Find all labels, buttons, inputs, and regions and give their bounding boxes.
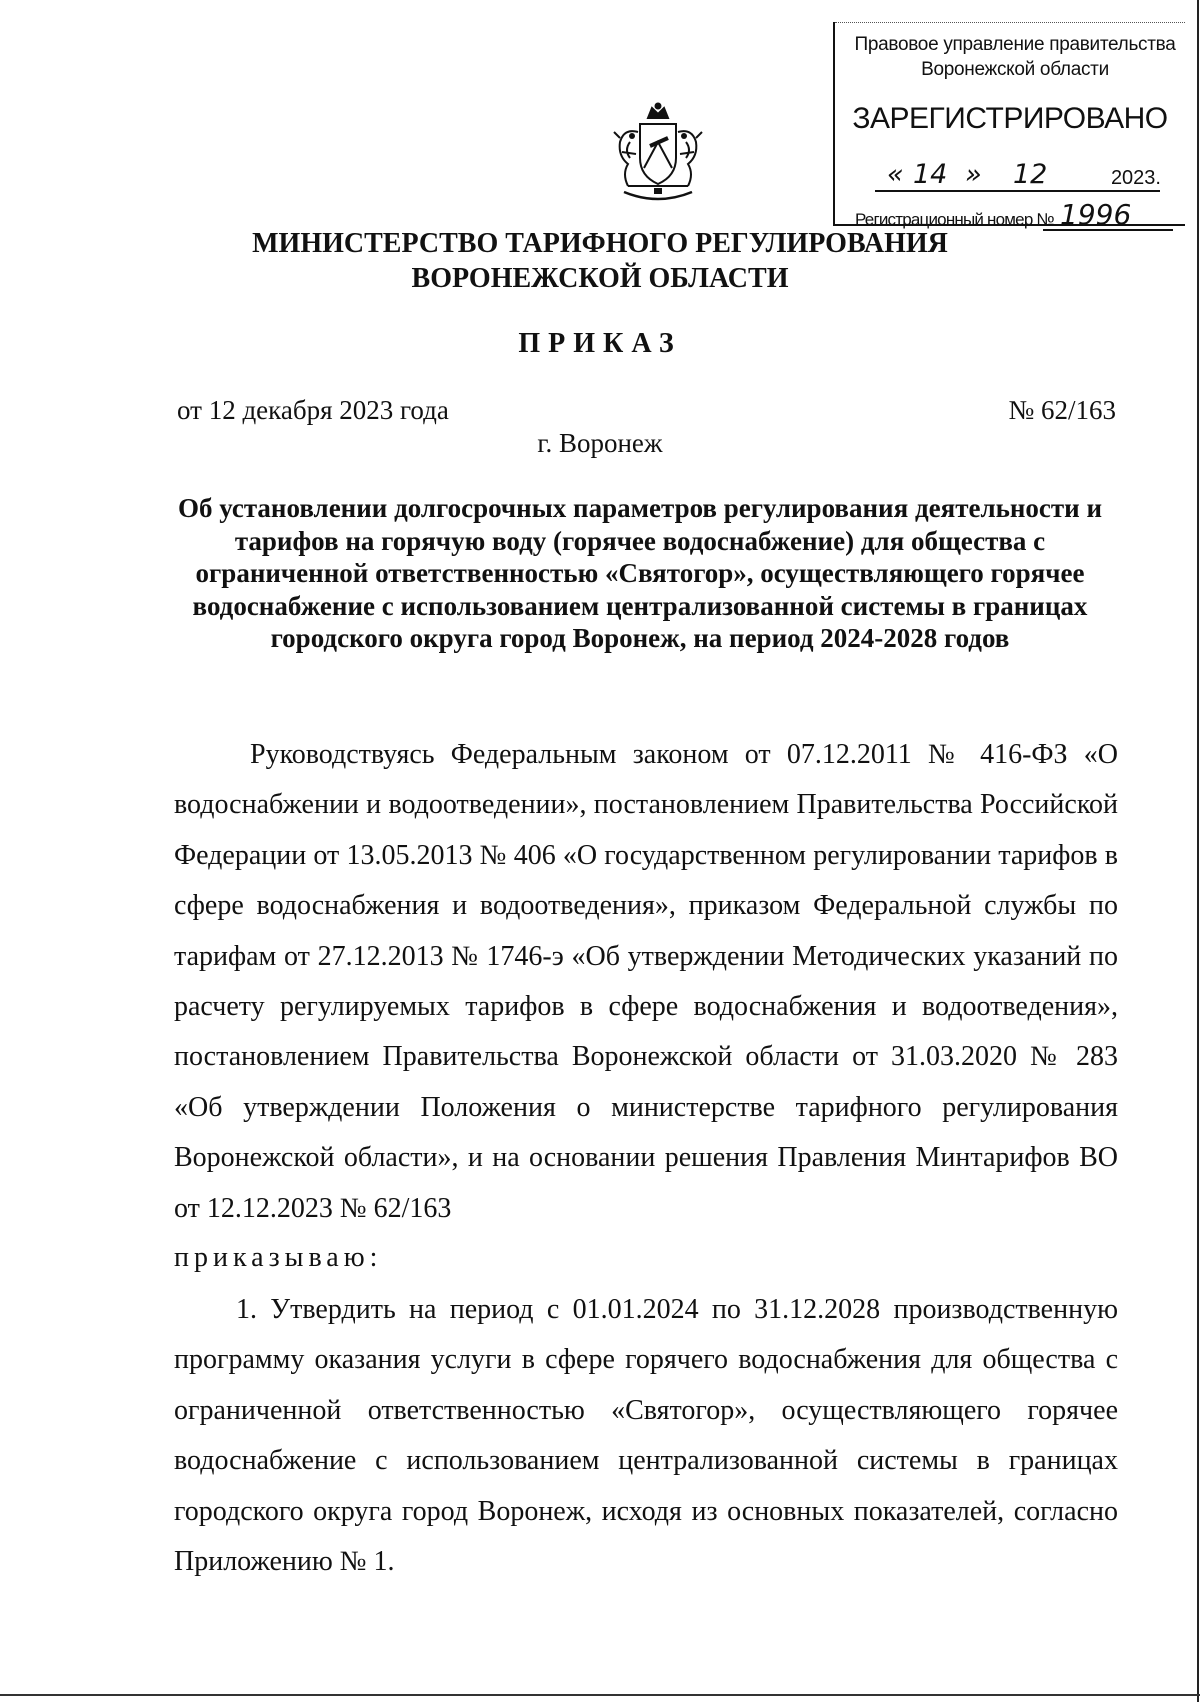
- stamp-regnum-label: Регистрационный номер №: [855, 210, 1054, 229]
- scan-edge-bottom: [0, 1694, 1200, 1696]
- stamp-org-line1: Правовое управление правительства: [854, 34, 1176, 55]
- order-subject: Об установлении долгосрочных параметров регулирования деятельности и тарифов на горячую воду (горячее водоснабжение) для общества с ограниченной ответственностью «Святогор», осуществляющего горячее водоснабжение с использованием централизованной системы в границах городского округа город Воронеж, на период 2024-2028 годов: [177, 493, 1103, 653]
- order-number: № 62/163: [1008, 395, 1116, 425]
- coat-of-arms-icon: [610, 102, 706, 206]
- stamp-date-year: 2023.: [1110, 167, 1161, 189]
- order-item-1: 1. Утвердить на период с 01.01.2024 по 31.12.2028 производственную программу оказания услуги в сфере горячего водоснабжения для общества с ограниченной ответственностью «Святогор», осуществляющего горячее водоснабжение с использованием централизованной системы в границах городского округа город Воронеж, исходя из основных показателей, согласно Приложению № 1.: [174, 1294, 1118, 1578]
- stamp-registered-label: ЗАРЕГИСТРИРОВАНО: [852, 102, 1168, 135]
- document-type-title: ПРИКАЗ: [518, 328, 682, 359]
- stamp-date-underline: [875, 190, 1160, 192]
- order-city: г. Воронеж: [537, 428, 663, 458]
- preamble-paragraph: Руководствуясь Федеральным законом от 07.12.2011 № 416-ФЗ «О водоснабжении и водоотведении», постановлением Правительства Российской Федерации от 13.05.2013 № 406 «О государственном регулировании тарифов в сфере водоснабжения и водоотведения», приказом Федеральной службы по тарифам от 27.12.2013 № 1746-э «Об утверждении Методических указаний по расчету регулируемых тарифов в сфере водоснабжения и водоотведения», постановлением Правительства Воронежской области от 31.03.2020 № 283 «Об утверждении Положения о министерстве тарифного регулирования Воронежской области», и на основании решения Правления Минтарифов ВО от 12.12.2023 № 62/163: [174, 739, 1118, 1224]
- stamp-date: [875, 159, 1175, 196]
- stamp-date-day: 14: [913, 159, 948, 190]
- stamp-regnum-value: 1996: [1060, 198, 1132, 231]
- ministry-name-line1: МИНИСТЕРСТВО ТАРИФНОГО РЕГУЛИРОВАНИЯ: [252, 228, 948, 259]
- registration-stamp: [833, 22, 1185, 231]
- ministry-name-line2: ВОРОНЕЖСКОЙ ОБЛАСТИ: [411, 263, 789, 294]
- stamp-org-line2: Воронежской области: [921, 59, 1109, 80]
- stamp-date-sep: »: [965, 159, 982, 190]
- order-date: от 12 декабря 2023 года: [177, 395, 449, 425]
- stamp-date-month: 12: [1013, 159, 1048, 190]
- stamp-date-quote-open: «: [887, 159, 904, 190]
- stamp-organization: [845, 32, 1185, 82]
- stamp-top-border: [835, 22, 1185, 24]
- order-word: приказываю:: [174, 1242, 383, 1273]
